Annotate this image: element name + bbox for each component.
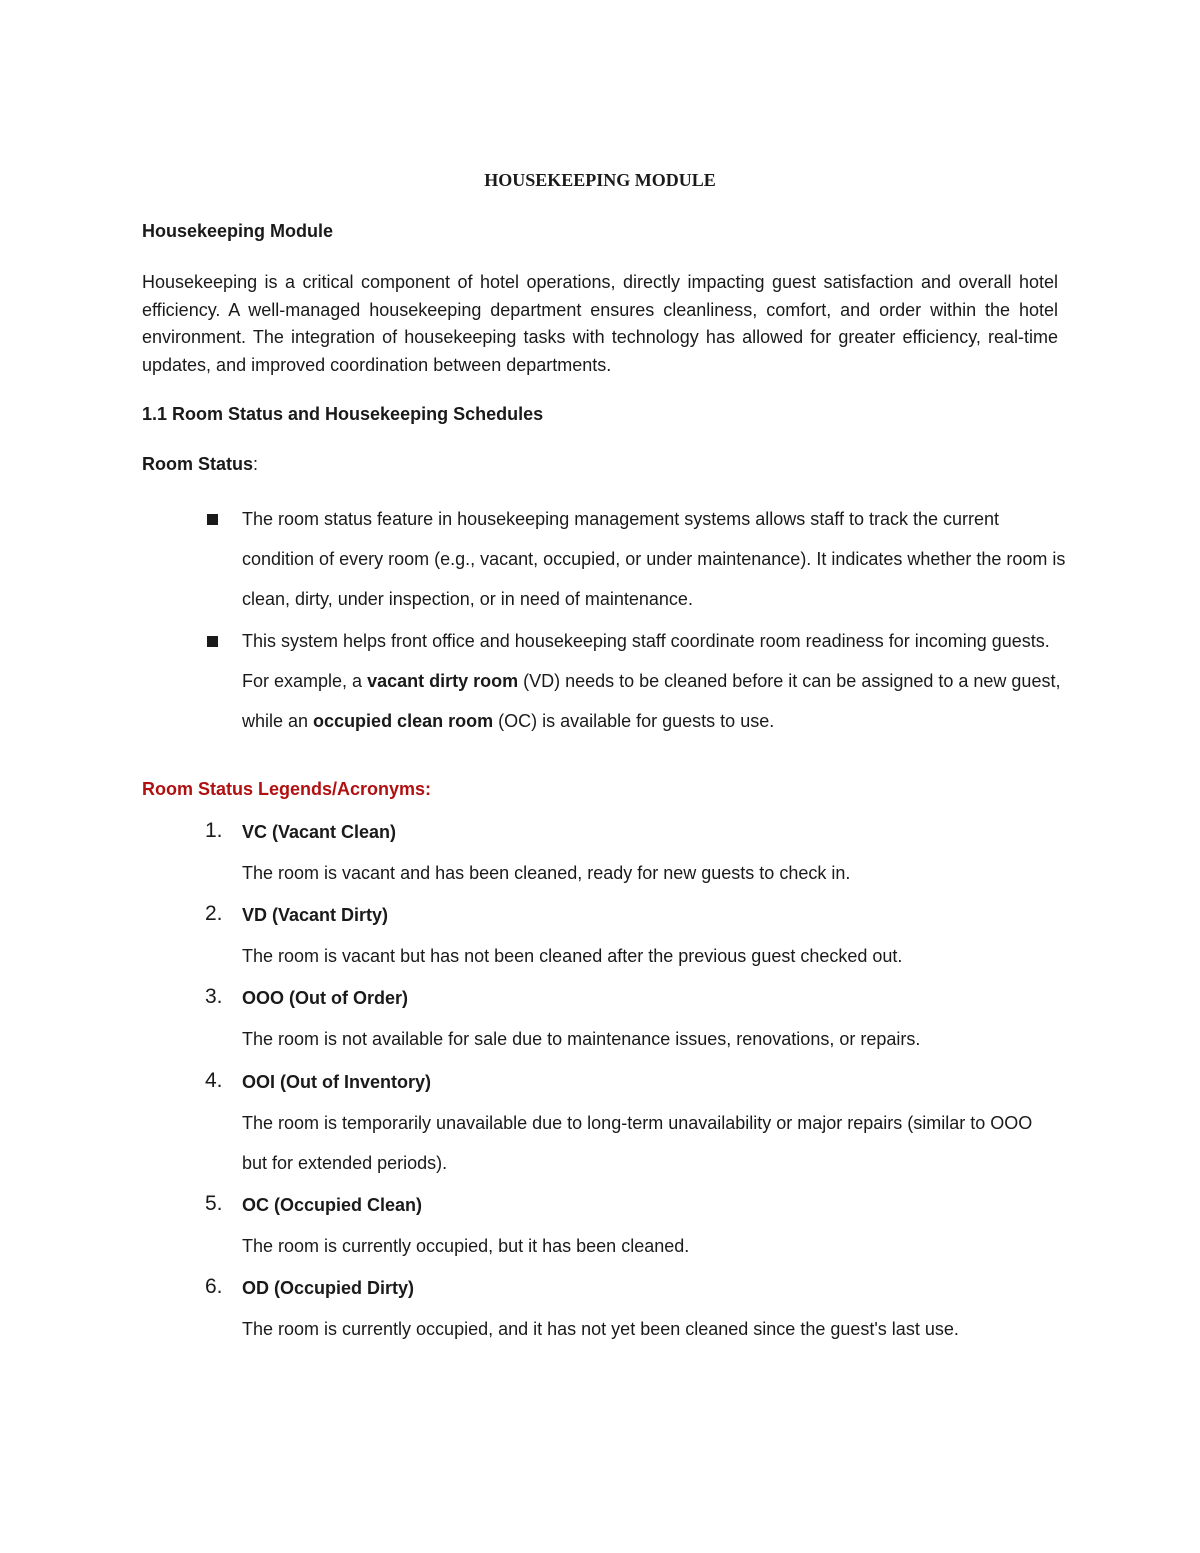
legend-number: 2. (205, 902, 223, 925)
legend-term: OD (Occupied Dirty) (242, 1278, 415, 1298)
bullet-text-segment: This system helps front office and housekeeping staff coordinate room readiness for incoming guests. For example, a (242, 631, 1050, 691)
legend-description: The room is currently occupied, and it has not yet been cleaned since the guest's last use. (242, 1319, 959, 1339)
legend-term: VC (Vacant Clean) (242, 822, 397, 842)
legend-term: OOI (Out of Inventory) (242, 1072, 431, 1092)
legend-description: The room is not available for sale due to maintenance issues, renovations, or repairs. (242, 1029, 921, 1049)
legend-description: The room is vacant but has not been cleaned after the previous guest checked out. (242, 946, 903, 966)
legend-term: OC (Occupied Clean) (242, 1195, 423, 1215)
section-heading: 1.1 Room Status and Housekeeping Schedules (142, 404, 544, 424)
legend-term: VD (Vacant Dirty) (242, 905, 389, 925)
legend-heading: Room Status Legends/Acronyms: (142, 779, 432, 799)
bullet-bold-term: occupied clean room (313, 711, 494, 731)
room-status-colon: : (253, 454, 259, 474)
legend-number: 4. (205, 1069, 223, 1092)
legend-description: The room is temporarily unavailable due to long-term unavailability or major repairs (similar to OOO but for extended periods). (242, 1113, 1033, 1173)
bullet-text: The room status feature in housekeeping management systems allows staff to track the current condition of every room (e.g., vacant, occupied, or under maintenance). It indicates whether the room is clean, dirty, under inspection, or in need of maintenance. (242, 509, 1066, 609)
legend-number: 5. (205, 1192, 223, 1215)
legend-number: 1. (205, 819, 223, 842)
legend-number: 6. (205, 1275, 223, 1298)
document-title: HOUSEKEEPING MODULE (484, 170, 716, 190)
legend-description: The room is currently occupied, but it has been cleaned. (242, 1236, 690, 1256)
legend-term: OOO (Out of Order) (242, 988, 408, 1008)
bullet-text (242, 621, 1072, 741)
legend-number: 3. (205, 985, 223, 1008)
legend-description: The room is vacant and has been cleaned, ready for new guests to check in. (242, 863, 851, 883)
intro-paragraph: Housekeeping is a critical component of hotel operations, directly impacting guest satisfaction and overall hotel efficiency. A well-managed housekeeping department ensures cleanliness, comfort, and order within the hotel environment. The integration of housekeeping tasks with technology has allowed for greater efficiency, real-time updates, and improved coordination between departments. (142, 272, 1058, 375)
room-status-subheading (142, 453, 258, 475)
bullet-text-segment: (VD) needs to be cleaned before it can be assigned to a new guest, while an (242, 671, 1061, 731)
module-heading: Housekeeping Module (142, 221, 334, 241)
bullet-text-segment: (OC) is available for guests to use. (493, 711, 775, 731)
room-status-label: Room Status (142, 454, 254, 474)
bullet-bold-term: vacant dirty room (367, 671, 519, 691)
square-bullet-icon (205, 512, 219, 526)
square-bullet-icon (205, 634, 219, 648)
